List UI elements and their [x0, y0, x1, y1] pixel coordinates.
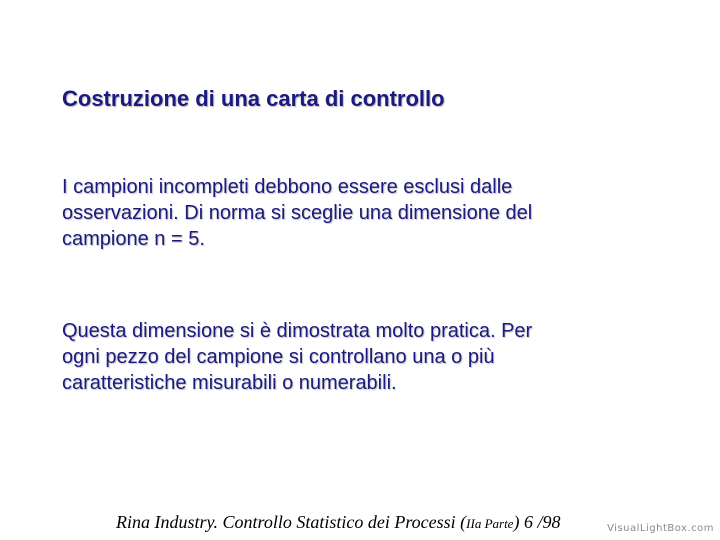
paragraph-line: ogni pezzo del campione si controllano una o più [62, 346, 495, 368]
paragraph-line: campione n = 5. [62, 228, 205, 250]
paragraph-sample-exclusion [62, 174, 662, 252]
paragraph-line: osservazioni. Di norma si sceglie una dimensione del [62, 202, 533, 224]
slide-footer [116, 512, 560, 533]
footer-part: IIa Parte [466, 516, 514, 531]
paragraph-line: I campioni incompleti debbono essere esclusi dalle [62, 176, 513, 198]
paragraph-sample-size-practical [62, 318, 662, 396]
paragraph-line: Questa dimensione si è dimostrata molto pratica. Per [62, 320, 533, 342]
paragraph-line: caratteristiche misurabili o numerabili. [62, 372, 397, 394]
watermark: VisualLightBox.com [607, 523, 714, 534]
footer-prefix: Rina Industry. Controllo Statistico dei Processi ( [116, 512, 467, 532]
slide-title: Costruzione di una carta di controllo [62, 86, 445, 111]
footer-page: ) 6 /98 [513, 512, 561, 532]
